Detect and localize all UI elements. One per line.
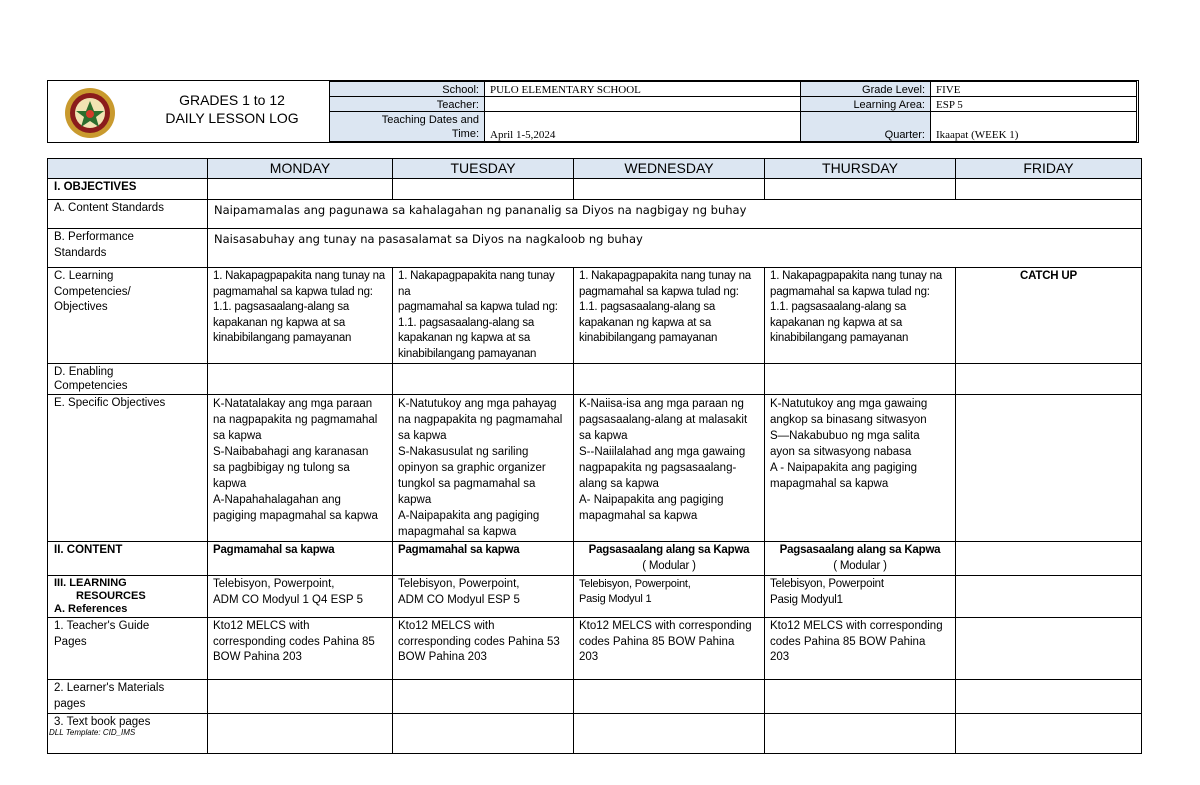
tg-wednesday: Kto12 MELCS with corresponding codes Pahina 85 BOW Pahina 203 [574, 618, 765, 680]
header-block [47, 80, 1139, 143]
learners-materials-row [48, 680, 1142, 714]
specific-label: E. Specific Objectives [48, 395, 208, 542]
tg-tuesday: Kto12 MELCS with corresponding codes Pahina 53 BOW Pahina 203 [393, 618, 574, 680]
teacher-value [485, 97, 801, 112]
tg-monday: Kto12 MELCS with corresponding codes Pahina 85 BOW Pahina 203 [208, 618, 393, 680]
specific-objectives-row [48, 395, 1142, 542]
catch-up-label: CATCH UP [956, 268, 1142, 364]
objectives-row [48, 179, 1142, 200]
content-tuesday: Pagmamahal sa kapwa [393, 542, 574, 576]
specific-tuesday: K-Natutukoy ang mga pahayag na nagpapakita ng pagmamahal sa kapwa S-Nakasusulat ng sariling opinyon sa graphic organizer tungkol sa pagmamahal sa kapwa A-Naipapakita ang pagiging mapagmahal sa kapwa [393, 395, 574, 542]
teacher-label: Teacher: [330, 97, 485, 112]
corner-cell [48, 159, 208, 179]
dates-label-line-2: Time: [451, 128, 479, 140]
competency-monday: 1. Nakapagpapakita nang tunay na pagmamahal sa kapwa tulad ng: 1.1. pagsasaalang-alang sa kapakanan ng kapwa at sa kinabibilangang pamayanan [208, 268, 393, 364]
day-wednesday: WEDNESDAY [574, 159, 765, 179]
resources-thursday: Telebisyon, Powerpoint Pasig Modyul1 [765, 576, 956, 618]
day-header-row [48, 159, 1142, 179]
content-standards-label: A. Content Standards [48, 200, 208, 229]
objectives-label: I. OBJECTIVES [48, 179, 208, 200]
performance-row [48, 229, 1142, 268]
dates-value: April 1-5,2024 [485, 112, 801, 142]
day-tuesday: TUESDAY [393, 159, 574, 179]
content-thursday-title: Pagsasaalang alang sa Kapwa [779, 544, 941, 556]
specific-thursday: K-Natutukoy ang mga gawaing angkop sa binasang sitwasyon S—Nakabubuo ng mga salita ayon sa sitwasyong nabasa A - Naipapakita ang pagiging mapagmahal sa kapwa [765, 395, 956, 542]
competency-tuesday: 1. Nakapagpapakita nang tunay na pagmamahal sa kapwa tulad ng: 1.1. pagsasaalang-alang sa kapakanan ng kapwa at sa kinabibilangang pamayanan [393, 268, 574, 364]
day-monday: MONDAY [208, 159, 393, 179]
info-table [329, 81, 1137, 142]
grade-value: FIVE [931, 82, 1137, 97]
competencies-row [48, 268, 1142, 364]
content-wednesday-title: Pagsasaalang alang sa Kapwa [588, 544, 750, 556]
area-value: ESP 5 [931, 97, 1137, 112]
resources-monday: Telebisyon, Powerpoint, ADM CO Modyul 1 Q4 ESP 5 [208, 576, 393, 618]
content-standards-row [48, 200, 1142, 229]
quarter-label: Quarter: [801, 112, 931, 142]
performance-label: B. Performance Standards [48, 229, 208, 268]
content-standards-value: Naipamamalas ang pagunawa sa kahalagahan ng pananalig sa Diyos na nagbigay ng buhay [208, 200, 1142, 229]
specific-wednesday: K-Naiisa-isa ang mga paraan ng pagsasaalang-alang at malasakit sa kapwa S--Naiilalahad ang mga gawaing nagpapakita ng pagsasaalang- alang sa kapwa A- Naipapakita ang pagiging mapagmahal sa kapwa [574, 395, 765, 542]
teachers-guide-label: 1. Teacher's Guide Pages [48, 618, 208, 680]
performance-value: Naisasabuhay ang tunay na pasasalamat sa Diyos na nagkaloob ng buhay [208, 229, 1142, 268]
modular-note: ( Modular ) [833, 559, 887, 572]
teachers-guide-row [48, 618, 1142, 680]
resources-label-line-2: RESOURCES [76, 590, 146, 602]
resources-label [48, 576, 208, 618]
deped-seal-icon [64, 87, 116, 139]
content-wednesday [574, 542, 765, 576]
content-label: II. CONTENT [48, 542, 208, 576]
lesson-log-table [47, 158, 1142, 754]
title-line-2: DAILY LESSON LOG [165, 110, 299, 126]
enabling-label: D. Enabling Competencies [48, 364, 208, 395]
school-value: PULO ELEMENTARY SCHOOL [485, 82, 801, 97]
resources-wednesday: Telebisyon, Powerpoint, Pasig Modyul 1 [574, 576, 765, 618]
resources-label-line-1: III. LEARNING [54, 577, 127, 589]
school-label: School: [330, 82, 485, 97]
day-thursday: THURSDAY [765, 159, 956, 179]
grade-label: Grade Level: [801, 82, 931, 97]
resources-tuesday: Telebisyon, Powerpoint, ADM CO Modyul ESP 5 [393, 576, 574, 618]
competency-thursday: 1. Nakapagpapakita nang tunay na pagmamahal sa kapwa tulad ng: 1.1. pagsasaalang-alang sa kapakanan ng kapwa at sa kinabibilangang pamayanan [765, 268, 956, 364]
content-monday: Pagmamahal sa kapwa [208, 542, 393, 576]
title-line-1: GRADES 1 to 12 [179, 92, 285, 108]
textbook-row [48, 714, 1142, 754]
dates-label [330, 112, 485, 142]
document-title [142, 91, 322, 127]
references-label: A. References [54, 603, 128, 615]
quarter-value: Ikaapat (WEEK 1) [931, 112, 1137, 142]
enabling-row [48, 364, 1142, 395]
area-label: Learning Area: [801, 97, 931, 112]
footer-template-note: DLL Template: CID_IMS [49, 728, 136, 737]
textbook-label: 3. Text book pages [48, 714, 208, 754]
day-friday: FRIDAY [956, 159, 1142, 179]
resources-row [48, 576, 1142, 618]
tg-thursday: Kto12 MELCS with corresponding codes Pahina 85 BOW Pahina 203 [765, 618, 956, 680]
specific-monday: K-Natatalakay ang mga paraan na nagpapakita ng pagmamahal sa kapwa S-Naibabahagi ang karanasan sa pagbibigay ng tulong sa kapwa A-Napahahalagahan ang pagiging mapagmahal sa kapwa [208, 395, 393, 542]
content-row [48, 542, 1142, 576]
modular-note: ( Modular ) [642, 559, 696, 572]
competencies-label: C. Learning Competencies/ Objectives [48, 268, 208, 364]
competency-wednesday: 1. Nakapagpapakita nang tunay na pagmamahal sa kapwa tulad ng: 1.1. pagsasaalang-alang sa kapakanan ng kapwa at sa kinabibilangang pamayanan [574, 268, 765, 364]
learners-materials-label: 2. Learner's Materials pages [48, 680, 208, 714]
dates-label-line-1: Teaching Dates and [381, 114, 479, 126]
content-thursday [765, 542, 956, 576]
